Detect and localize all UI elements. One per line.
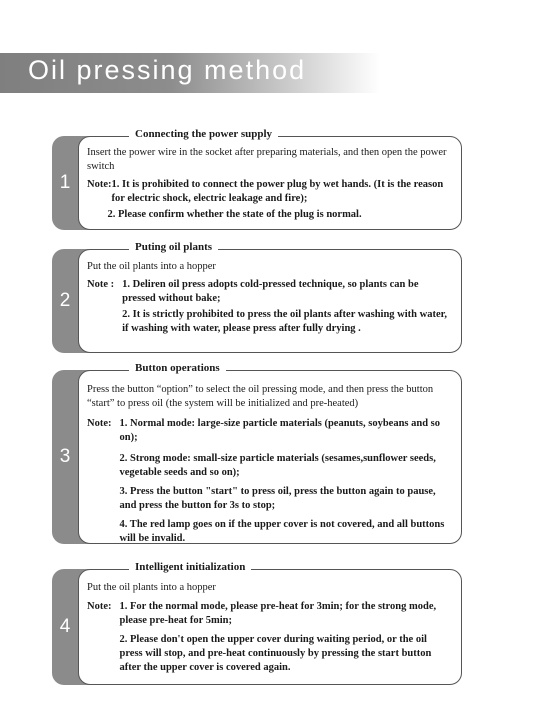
- note-block: [87, 278, 451, 338]
- step-box: [78, 128, 462, 230]
- step-1: [52, 128, 462, 230]
- note-item: 2. Strong mode: small-size particle materials (sesames,sunflower seeds, vegetable seeds and so on);: [119, 453, 436, 478]
- section-title: Button operations: [129, 362, 226, 374]
- note-item: 1. Normal mode: large-size particle materials (peanuts, soybeans and so on);: [119, 418, 441, 443]
- step-box: [78, 561, 462, 685]
- note-item: 1. For the normal mode, please pre-heat for 3min; for the strong mode, please pre-heat for 5min;: [119, 601, 437, 626]
- step-4: [52, 561, 462, 685]
- step-intro: Put the oil plants into a hopper: [87, 261, 216, 272]
- note-label: Note:: [87, 418, 112, 429]
- note-item: 1. Deliren oil press adopts cold-pressed technique, so plants can be pressed without bake;: [122, 279, 419, 304]
- header-banner: [0, 53, 380, 93]
- note-item: 4. The red lamp goes on if the upper cover is not covered, and all buttons will be invalid.: [119, 519, 445, 544]
- step-box: [78, 241, 462, 353]
- step-number: 3: [59, 446, 71, 467]
- note-item: 2. Please don't open the upper cover during waiting period, or the oil press will stop, and pre-heat continuously by pressing the start button after the upper cover is covered again.: [119, 634, 432, 673]
- step-intro: Insert the power wire in the socket after preparing materials, and then open the power switch: [87, 147, 447, 172]
- section-title: Connecting the power supply: [129, 128, 278, 140]
- section-title: Intelligent initialization: [129, 561, 251, 573]
- step-2: [52, 241, 462, 353]
- note-label: Note :: [87, 279, 115, 290]
- page-title: Oil pressing method: [28, 55, 307, 85]
- step-number: 1: [59, 172, 71, 193]
- note-item: 1. It is prohibited to connect the power plug by wet hands. (It is the reason for electric shock, electric leakage and fire);: [111, 179, 444, 204]
- step-3: [52, 362, 462, 544]
- note-label: Note:: [87, 179, 112, 190]
- note-block: [87, 600, 451, 677]
- note-item: 3. Press the button "start" to press oil, press the button again to pause, and press the button for 3s to stop;: [119, 486, 436, 511]
- step-number: 2: [59, 290, 71, 311]
- note-item: 2. It is strictly prohibited to press the oil plants after washing with water, if washing with water, please press after fully drying .: [122, 309, 447, 334]
- step-intro: Put the oil plants into a hopper: [87, 582, 216, 593]
- step-intro: Press the button “option” to select the oil pressing mode, and then press the button “start” to press oil (the system will be initialized and pre-heated): [87, 384, 434, 409]
- section-title: Puting oil plants: [129, 241, 218, 253]
- step-box: [78, 362, 462, 544]
- step-number: 4: [59, 616, 71, 637]
- note-label: Note:: [87, 601, 112, 612]
- note-block: [87, 417, 451, 548]
- note-item: 2. Please confirm whether the state of the plug is normal.: [107, 209, 362, 220]
- note-block: [87, 178, 451, 224]
